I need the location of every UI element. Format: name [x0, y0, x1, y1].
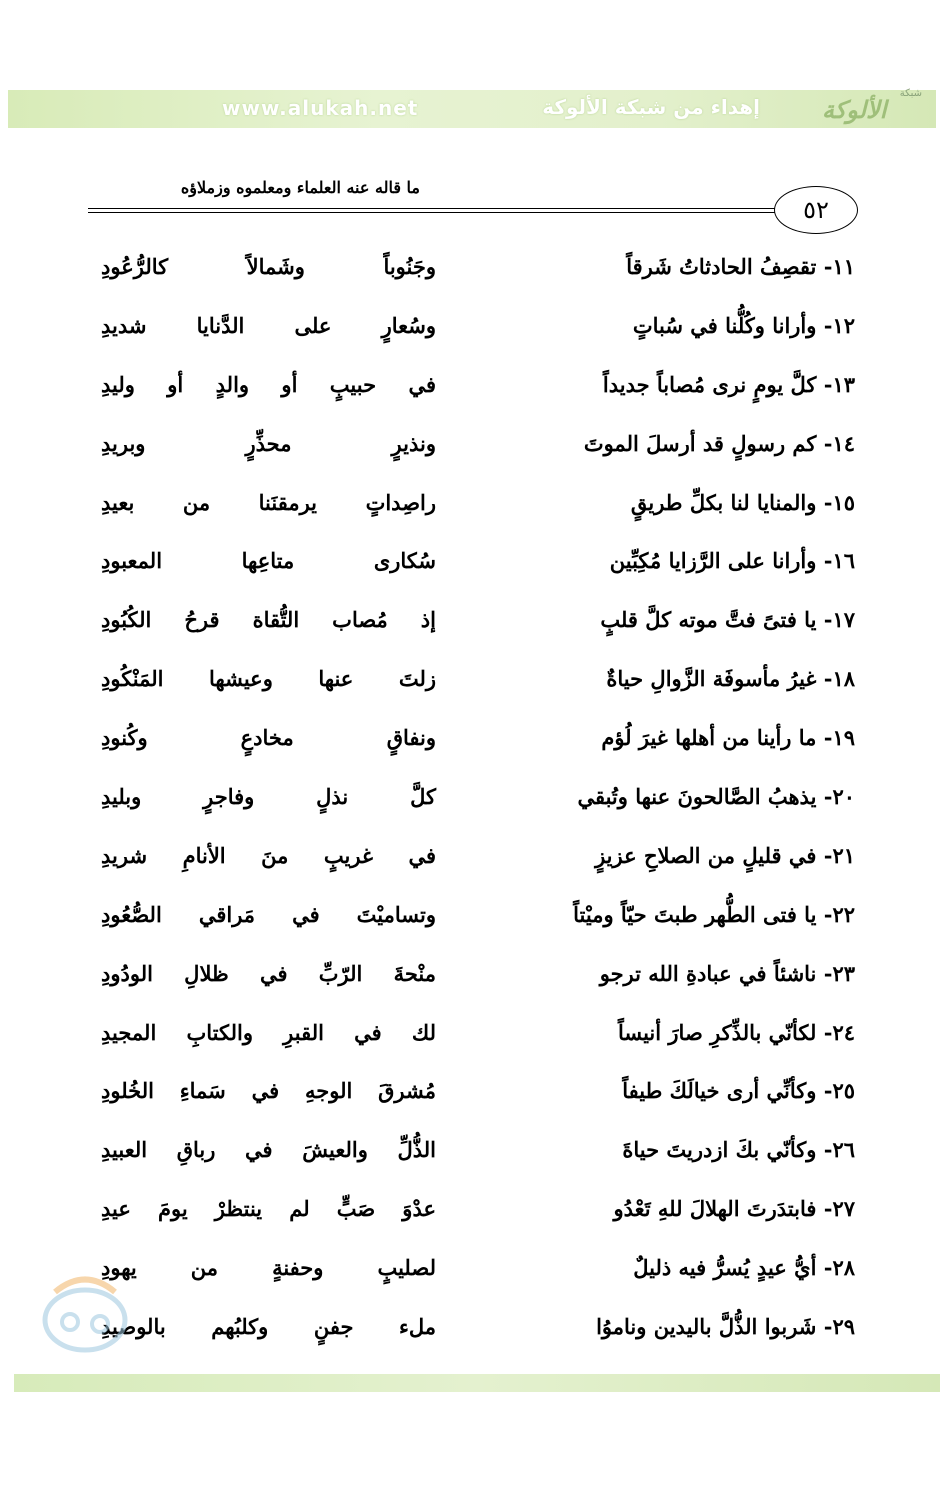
verse-row	[95, 425, 855, 484]
verse-first-hemistich: ١١- تقصِفُ الحادثاتُ شَرقاً	[626, 254, 855, 279]
verse-first-hemistich: ٢٧- فابتدَرتَ الهلالَ للهِ تَعْدُو	[613, 1196, 855, 1222]
verse-row	[95, 1308, 855, 1367]
verse-first-hemistich: ٢٠- يذهبُ الصَّالحونَ عنها وتُبقي	[577, 784, 855, 810]
verse-first-hemistich: ١٧- يا فتىً فتَّ موته كلَّ قلبٍ	[600, 607, 855, 633]
banner-url[interactable]: www.alukah.net	[222, 96, 419, 120]
footer-bar	[14, 1374, 940, 1392]
verse-row	[95, 955, 855, 1014]
verse-second-hemistich: لصليبٍ وحفنةٍ من يهودِ	[101, 1255, 436, 1281]
logo-subtitle: شبكة	[899, 88, 922, 99]
verse-first-hemistich: ١٦- وأرانا على الرَّزايا مُكِبِّين	[609, 548, 855, 574]
verse-first-hemistich: ٢٣- ناشئاً في عبادةِ الله ترجو	[599, 960, 855, 986]
page-number: ٥٢	[774, 186, 858, 234]
header-rule-inner	[88, 212, 778, 213]
verse-row	[95, 248, 855, 307]
running-header-title: ما قاله عنه العلماء ومعلموه وزملاؤه	[180, 178, 420, 197]
verse-row	[95, 719, 855, 778]
verse-first-hemistich: ١٥- والمنايا لنا بكلِّ طريقٍ	[630, 489, 855, 515]
verse-first-hemistich: ١٣- كلَّ يومٍ نرى مُصاباً جديداً	[602, 371, 855, 397]
verse-second-hemistich: وسُعارٍ على الدَّنايا شديدِ	[101, 312, 436, 338]
verse-row	[95, 896, 855, 955]
verse-second-hemistich: الذُّلِّ والعيشَ في رباقِ العبيدِ	[101, 1137, 436, 1163]
verse-second-hemistich: ونذيرٍ محذِّرٍ وبريدِ	[101, 430, 436, 456]
verse-first-hemistich: ١٨- غيرُ مأسوفَة الزَّوالِ حياةٌ	[606, 666, 855, 692]
verse-second-hemistich: لك في القبرِ والكتابِ المجيدِ	[101, 1019, 436, 1045]
verse-first-hemistich: ٢٩- شَربوا الذُّلَّ باليدين وناموُا	[596, 1314, 855, 1340]
verse-second-hemistich: ملء جفنٍ وكلبُهم بالوصيدِ	[101, 1314, 436, 1340]
verse-row	[95, 1072, 855, 1131]
poem-verses	[95, 248, 855, 1367]
verse-second-hemistich: ونفاقٍ مخادعٍ وكُنودِ	[101, 725, 436, 751]
verse-first-hemistich: ١٤- كم رسولٍ قد أرسلَ الموتَ	[583, 430, 855, 456]
verse-row	[95, 484, 855, 543]
site-banner	[8, 90, 936, 128]
alukah-logo: الألوكة	[822, 96, 887, 124]
verse-row	[95, 837, 855, 896]
verse-first-hemistich: ١٩- ما رأينا من أهلها غيرَ لُؤم	[601, 725, 855, 751]
verse-row	[95, 1131, 855, 1190]
verse-second-hemistich: في حبيبٍ أو والدٍ أو وليدِ	[101, 371, 436, 397]
verse-first-hemistich: ٢٥- وكأنِّي أرى خيالَكَ طيفاً	[622, 1078, 855, 1104]
verse-row	[95, 1190, 855, 1249]
verse-second-hemistich: كلَّ نذلٍ وفاجرٍ وبليدِ	[101, 784, 436, 810]
verse-row	[95, 601, 855, 660]
verse-second-hemistich: وجَنُوباً وشَمالاً كالرُّعُودِ	[101, 254, 436, 279]
verse-first-hemistich: ١٢- وأرانا وكُلُّنا في سُباتٍ	[632, 312, 855, 338]
verse-second-hemistich: عدْوَ صَبٍّ لم ينتظرْ يومَ عيدِ	[101, 1196, 436, 1222]
verse-row	[95, 660, 855, 719]
verse-second-hemistich: سُكارى متاعِها المعبودِ	[101, 548, 436, 574]
watermark-stamp-icon	[30, 1262, 140, 1362]
verse-second-hemistich: مُشرقَ الوجهِ في سَماءِ الخُلودِ	[101, 1078, 436, 1104]
verse-first-hemistich: ٢٨- أيُّ عيدٍ يُسرُّ فيه ذليلٌ	[633, 1255, 855, 1281]
verse-second-hemistich: إذ مُصاب التُّقاة قرحُ الكُبُودِ	[101, 607, 436, 633]
verse-row	[95, 542, 855, 601]
verse-first-hemistich: ٢٢- يا فتى الطُّهر طبتَ حيّاً وميْتاً	[573, 901, 855, 927]
banner-gift-text: إهداء من شبكة الألوكة	[542, 95, 760, 119]
verse-second-hemistich: منْحةَ الرّبِّ في ظلالِ الودُودِ	[101, 960, 436, 986]
verse-second-hemistich: راصِداتٍ يرمقنَنا من بعيدِ	[101, 489, 436, 515]
verse-second-hemistich: في غريبٍ منَ الأنامِ شريدِ	[101, 842, 436, 868]
verse-row	[95, 1014, 855, 1073]
verse-row	[95, 778, 855, 837]
header-rule	[88, 208, 778, 209]
verse-second-hemistich: زلتَ عنها وعيشها المَنْكُودِ	[101, 666, 436, 692]
verse-first-hemistich: ٢٦- وكأنّي بكَ ازدريتَ حياةَ	[622, 1137, 855, 1163]
verse-row	[95, 307, 855, 366]
verse-first-hemistich: ٢٤- لكأنّي بالذِّكرِ صارَ أنيساً	[617, 1019, 855, 1045]
verse-row	[95, 1249, 855, 1308]
verse-second-hemistich: وتساميْتَ في مَراقي الصُّعُودِ	[101, 901, 436, 927]
verse-first-hemistich: ٢١- في قليلٍ من الصلاحِ عزيزٍ	[595, 842, 855, 868]
verse-row	[95, 366, 855, 425]
